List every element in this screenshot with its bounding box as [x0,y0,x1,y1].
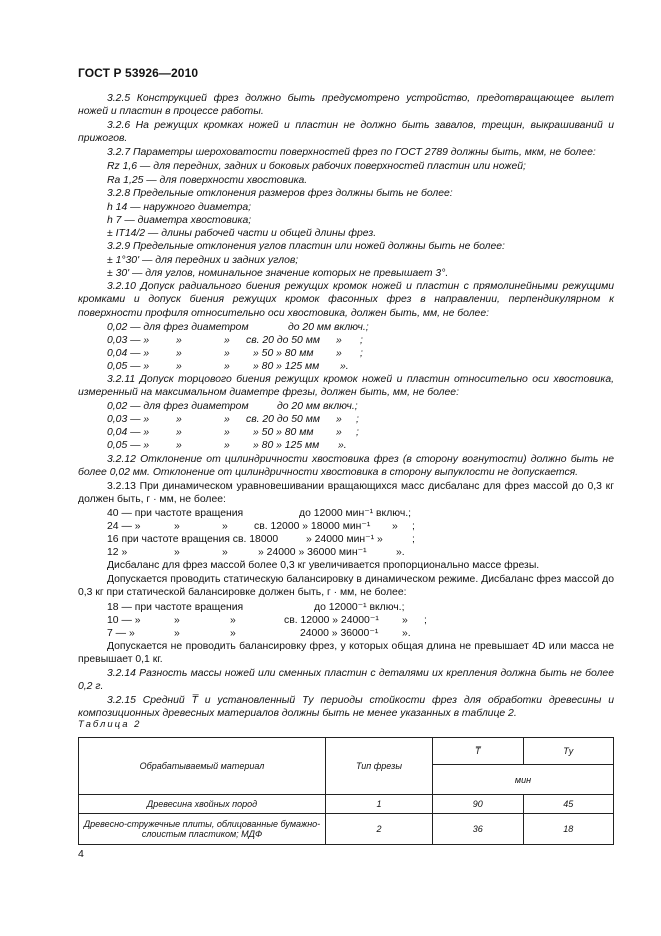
dyn-cell: » 24000 мин⁻¹ » [306,534,383,546]
stat-cell: до 12000⁻¹ включ.; [314,601,405,613]
clause-3-2-11: 3.2.11 Допуск торцового биения режущих кромок ножей и пластин относительно оси хвостовика, измеренный на максимальном диаметре фрезы, должен быть, мм, не более: [78,373,614,399]
dyn-cell: ; [412,534,415,546]
cell-t-average: 90 [433,795,524,814]
header-cutter-type: Тип фрезы [326,738,433,795]
dyn-cell: 40 — при частоте вращения [107,507,244,519]
tolerance-it14: ± IT14/2 — длины рабочей части и общей длины фрез. [107,227,377,239]
clause-3-2-7: 3.2.7 Параметры шероховатости поверхностей фрез по ГОСТ 2789 должны быть, мкм, не более: [107,147,596,159]
axial-cell: 0,03 — » [107,414,150,426]
axial-cell: 0,04 — » [107,427,150,439]
header-t-set: Tу [523,738,614,765]
angle-tolerance-2: ± 30' — для углов, номинальное значение которых не превышает 3°. [107,268,449,280]
clause-3-2-12: 3.2.12 Отклонение от цилиндричности хвостовика фрез (в сторону вогнутости) должно быть не более 0,02 мм. Отклонение от цилиндричности хвостовика в сторону выпуклости не допускается. [78,453,614,478]
axial-cell: » [176,427,182,439]
dyn-cell: 12 » [107,547,128,559]
axial-row [78,400,614,413]
radial-cell: 0,02 — для фрез диаметром [107,321,249,333]
radial-cell: ; [360,347,363,359]
radial-cell: » [224,360,230,372]
radial-cell: до 20 мм включ.; [288,321,369,333]
stat-cell: ; [424,614,427,626]
axial-cell: » 80 » 125 мм [253,440,320,452]
axial-cell: » [176,440,182,452]
axial-cell: 0,05 — » [107,440,150,452]
dyn-cell: 24 — » [107,521,141,532]
dyn-row [78,546,614,559]
stat-cell: » [230,627,236,639]
tolerance-h7: h 7 — диаметра хвостовика; [107,214,252,226]
table-caption: Таблица 2 [78,719,142,730]
cell-type: 2 [326,814,433,845]
radial-cell: » [176,360,182,372]
tolerance-h14: h 14 — наружного диаметра; [107,201,252,213]
clause-3-2-9: 3.2.9 Предельные отклонения углов пластин или ножей должны быть не более: [107,241,505,253]
radial-cell: » 50 » 80 мм [253,347,314,359]
balancing-exemption: Допускается не проводить балансировку фрез, у которых общая длина не превышает 4D или масса не превышает 0,1 кг. [78,640,614,665]
document-header: ГОСТ Р 53926—2010 [78,66,199,80]
dyn-cell: » [174,521,180,532]
radial-row [78,321,614,334]
axial-cell: » 50 » 80 мм [253,427,314,439]
clause-3-2-14: 3.2.14 Разность массы ножей или сменных пластин с деталями их крепления должна быть не более 0,2 г. [78,668,614,693]
radial-cell: » [176,347,182,359]
axial-cell: ; [356,427,359,439]
dyn-cell: » [392,521,398,532]
dyn-row [78,507,614,520]
static-balancing-allowed: Допускается проводить статическую балансировку в динамическом режиме. Дисбаланс фрез массой до 0,3 кг при статической балансировке должен быть, г · мм, не более: [78,574,614,599]
table-row [79,795,614,814]
axial-cell: до 20 мм включ.; [277,401,358,413]
radial-cell: » [224,347,230,359]
axial-row [78,413,614,426]
dyn-cell: св. 12000 » 18000 мин⁻¹ [254,521,371,532]
axial-cell: 0,02 — для фрез диаметром [107,401,249,413]
dyn-cell: до 12000 мин⁻¹ включ.; [299,507,412,519]
axial-row [78,439,614,452]
radial-cell: » 80 » 125 мм [253,360,320,372]
axial-cell: ; [356,414,359,426]
radial-cell: св. 20 до 50 мм [246,334,320,346]
radial-cell: » [336,334,342,346]
cell-t-set: 45 [523,795,614,814]
clause-3-2-6: 3.2.6 На режущих кромках ножей и пластин не должно быть завалов, трещин, выкрашиваний и прижогов. [78,120,614,145]
dyn-cell: 16 при частоте вращения св. 18000 [107,534,279,546]
axial-cell: ». [338,440,347,452]
clause-3-2-8: 3.2.8 Предельные отклонения размеров фрез должны быть не более: [107,187,453,199]
dyn-row [78,533,614,546]
stat-row [78,601,614,614]
clause-3-2-5: 3.2.5 Конструкцией фрез должно быть предусмотрено устройство, предотвращающее вылет ножей и пластин в процессе работы. [78,93,614,118]
cell-t-set: 18 [523,814,614,845]
radial-cell: 0,04 — » [107,347,150,359]
radial-row [78,347,614,360]
radial-row [78,334,614,347]
durability-table [78,737,614,845]
dyn-cell: » [222,521,228,532]
axial-cell: » [224,440,230,452]
radial-cell: 0,05 — » [107,360,150,372]
document-body [78,92,614,721]
clause-3-2-10: 3.2.10 Допуск радиального биения режущих кромок ножей и пластин с прямолинейными режущими кромками и допуск биения режущих кромок фасонных фрез в направлении, перпендикулярном к поверхности профиля относительно оси хвостовика, должен быть, мм, не более: [78,281,614,319]
radial-cell: ; [360,334,363,346]
stat-cell: » [174,627,180,639]
dynamic-over-limit: Дисбаланс для фрез массой более 0,3 кг увеличивается пропорционально массе фрезы. [107,560,540,572]
roughness-rz: Rz 1,6 — для передних, задних и боковых рабочих поверхностей пластин или ножей; [107,161,526,173]
axial-cell: » [176,414,182,426]
table-row [79,814,614,845]
stat-cell: 18 — при частоте вращения [107,601,244,613]
header-t-average: T̅ [433,738,524,765]
clause-3-2-13: 3.2.13 При динамическом уравновешивании вращающихся масс дисбаланс для фрез массой до 0,3 кг должен быть, г · мм, не более: [78,480,614,505]
stat-cell: 7 — » [107,627,135,639]
stat-cell: 24000 » 36000⁻¹ [300,627,379,639]
roughness-ra: Ra 1,25 — для поверхности хвостовика. [107,174,308,186]
stat-cell: » [230,614,236,626]
axial-cell: » [224,414,230,426]
table-header-row [79,738,614,765]
axial-cell: » [224,427,230,439]
stat-cell: ». [402,627,411,639]
dyn-cell: » 24000 » 36000 мин⁻¹ [258,547,367,559]
cell-t-average: 36 [433,814,524,845]
axial-row [78,426,614,439]
dyn-cell: » [174,547,180,559]
dyn-row [78,520,614,533]
dyn-cell: » [222,547,228,559]
clause-3-2-15: 3.2.15 Средний T̅ и установленный Tу периоды стойкости фрез для обработки древесины и композиционных древесных материалов должны быть не менее указанных в таблице 2. [78,695,614,720]
cell-material: Древесина хвойных пород [79,795,326,814]
stat-row [78,627,614,640]
balancing-section [78,480,614,666]
stat-row [78,614,614,627]
dyn-cell: ». [396,547,405,559]
stat-cell: 10 — » [107,614,141,626]
stat-cell: » [402,614,408,626]
radial-cell: ». [340,360,349,372]
axial-cell: » [336,427,342,439]
cell-material: Древесно-стружечные плиты, облицованные бумажно-слоистым пластиком; МДФ [79,814,326,845]
radial-cell: » [176,334,182,346]
axial-cell: » [336,414,342,426]
header-unit: мин [433,765,614,795]
angle-tolerance-1: ± 1°30' — для передних и задних углов; [107,255,299,267]
radial-cell: » [336,347,342,359]
header-material: Обрабатываемый материал [79,738,326,795]
radial-row [78,360,614,373]
stat-cell: св. 12000 » 24000⁻¹ [284,614,379,626]
radial-cell: 0,03 — » [107,334,150,346]
axial-cell: св. 20 до 50 мм [246,414,320,426]
stat-cell: » [174,614,180,626]
cell-type: 1 [326,795,433,814]
page-number: 4 [78,848,84,860]
radial-cell: » [224,334,230,346]
dyn-cell: ; [412,521,415,532]
